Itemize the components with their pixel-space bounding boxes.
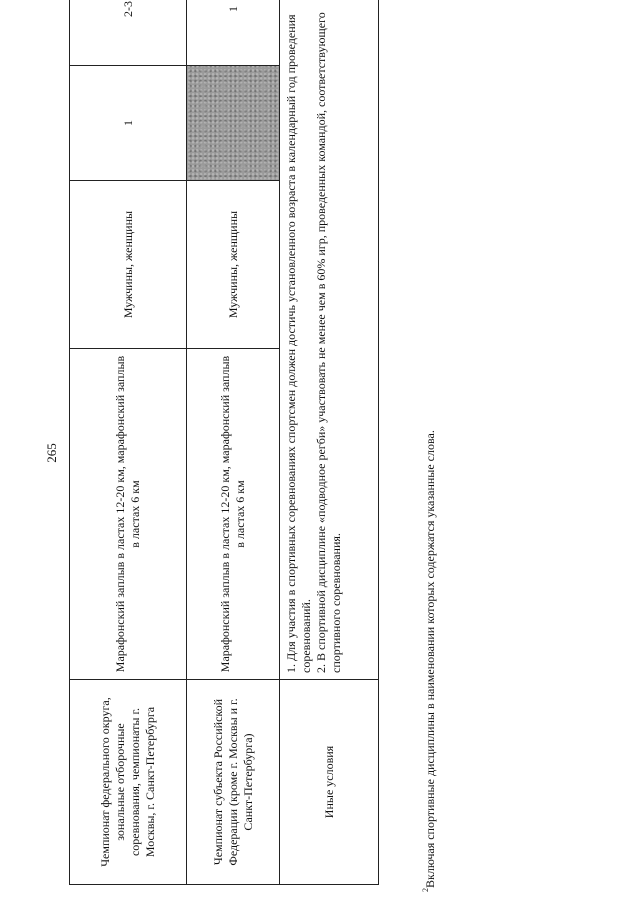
notes-cell <box>280 0 379 680</box>
competition-cell: Чемпионат субъекта Российской Федерации (кроме г. Москвы и г. Санкт-Петербурга) <box>187 680 280 885</box>
note-1: 1. Для участия в спортивных соревнованиях спортсмен должен достичь установленного возраста в календарный год проведения соревнований. <box>284 14 313 673</box>
table-row <box>280 0 379 885</box>
discipline-cell: Марафонский заплыв в ластах 12-20 км, марафонский заплыв в ластах 6 км <box>187 349 280 680</box>
requirements-table <box>69 0 379 885</box>
gender-cell: Мужчины, женщины <box>187 181 280 349</box>
value-cell: 1 <box>187 0 280 66</box>
table-row <box>187 0 280 885</box>
value-cell: 1 <box>70 66 187 181</box>
other-conditions-label: Иные условия <box>280 680 379 885</box>
gender-cell: Мужчины, женщины <box>70 181 187 349</box>
note-2: 2. В спортивной дисциплине «подводное регби» участвовать не менее чем в 60% игр, проведенных командой, соответствующего спортивного соревнования. <box>314 12 343 673</box>
page-number: 265 <box>44 443 59 463</box>
table-row <box>70 0 187 885</box>
value-cell: 2-3 <box>70 0 187 66</box>
discipline-cell: Марафонский заплыв в ластах 12-20 км, марафонский заплыв в ластах 6 км <box>70 349 187 680</box>
shaded-cell <box>187 66 280 181</box>
requirements-table-area <box>69 1 367 885</box>
footnote <box>416 270 436 892</box>
footnote-marker: 2 <box>421 888 430 892</box>
footnote-text: Включая спортивные дисциплины в наименовании которых содержатся указанные слова. <box>423 430 437 888</box>
competition-cell: Чемпионат федерального округа, зональные отборочные соревнования, чемпионаты г. Москвы, г. Санкт-Петербурга <box>70 680 187 885</box>
